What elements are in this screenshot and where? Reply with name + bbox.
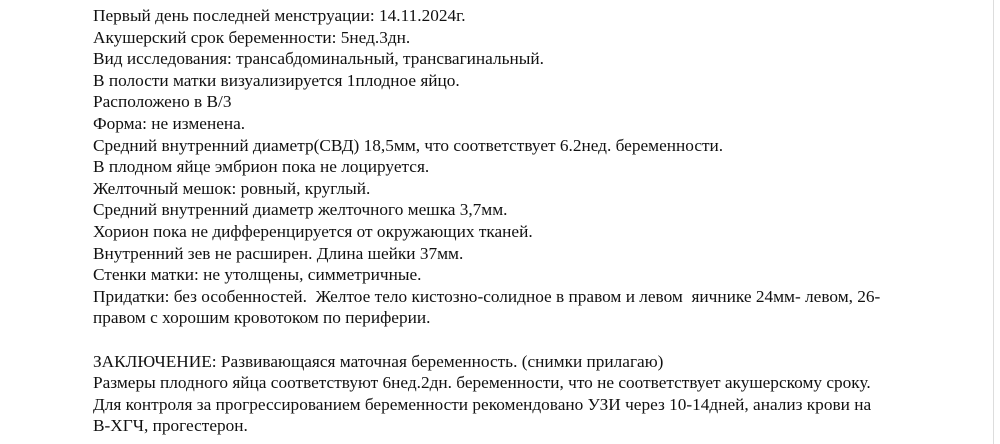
conclusion-line: ЗАКЛЮЧЕНИЕ: Развивающаяся маточная беременность. (снимки прилагаю) bbox=[93, 351, 664, 371]
report-line: Средний внутренний диаметр(СВД) 18,5мм, что соответствует 6.2нед. беременности. bbox=[93, 135, 724, 155]
conclusion-line: Для контроля за прогрессированием беременности рекомендовано УЗИ через 10-14дней, анализ крови на bbox=[93, 394, 872, 414]
paragraph-gap bbox=[93, 329, 973, 351]
report-line: Форма: не изменена. bbox=[93, 113, 246, 133]
report-line: В полости матки визуализируется 1плодное яйцо. bbox=[93, 70, 460, 90]
report-line: Внутренний зев не расширен. Длина шейки 37мм. bbox=[93, 243, 464, 263]
report-line: Стенки матки: не утолщены, симметричные. bbox=[93, 265, 422, 285]
report-line: Желточный мешок: ровный, круглый. bbox=[93, 178, 371, 198]
findings bbox=[93, 5, 973, 329]
page-edge bbox=[993, 0, 994, 444]
conclusion-line: Размеры плодного яйца соответствуют 6нед.2дн. беременности, что не соответствует акушерскому сроку. bbox=[93, 373, 871, 393]
report-line: Придатки: без особенностей. Желтое тело кистозно-солидное в правом и левом яичнике 24мм- левом, 26- bbox=[93, 286, 881, 306]
report-line: Хорион пока не дифференцируется от окружающих тканей. bbox=[93, 221, 533, 241]
conclusion bbox=[93, 351, 973, 437]
ultrasound-report bbox=[93, 5, 973, 437]
report-line: Расположено в В/3 bbox=[93, 92, 232, 112]
report-line: Вид исследования: трансабдоминальный, трансвагинальный. bbox=[93, 49, 544, 69]
conclusion-line: В-ХГЧ, прогестерон. bbox=[93, 416, 248, 436]
report-line: правом с хорошим кровотоком по периферии. bbox=[93, 308, 431, 328]
report-line: В плодном яйце эмбрион пока не лоцируется. bbox=[93, 157, 430, 177]
report-line: Акушерский срок беременности: 5нед.3дн. bbox=[93, 27, 411, 47]
report-line: Первый день последней менструации: 14.11.2024г. bbox=[93, 6, 466, 25]
report-line: Средний внутренний диаметр желточного мешка 3,7мм. bbox=[93, 200, 508, 220]
